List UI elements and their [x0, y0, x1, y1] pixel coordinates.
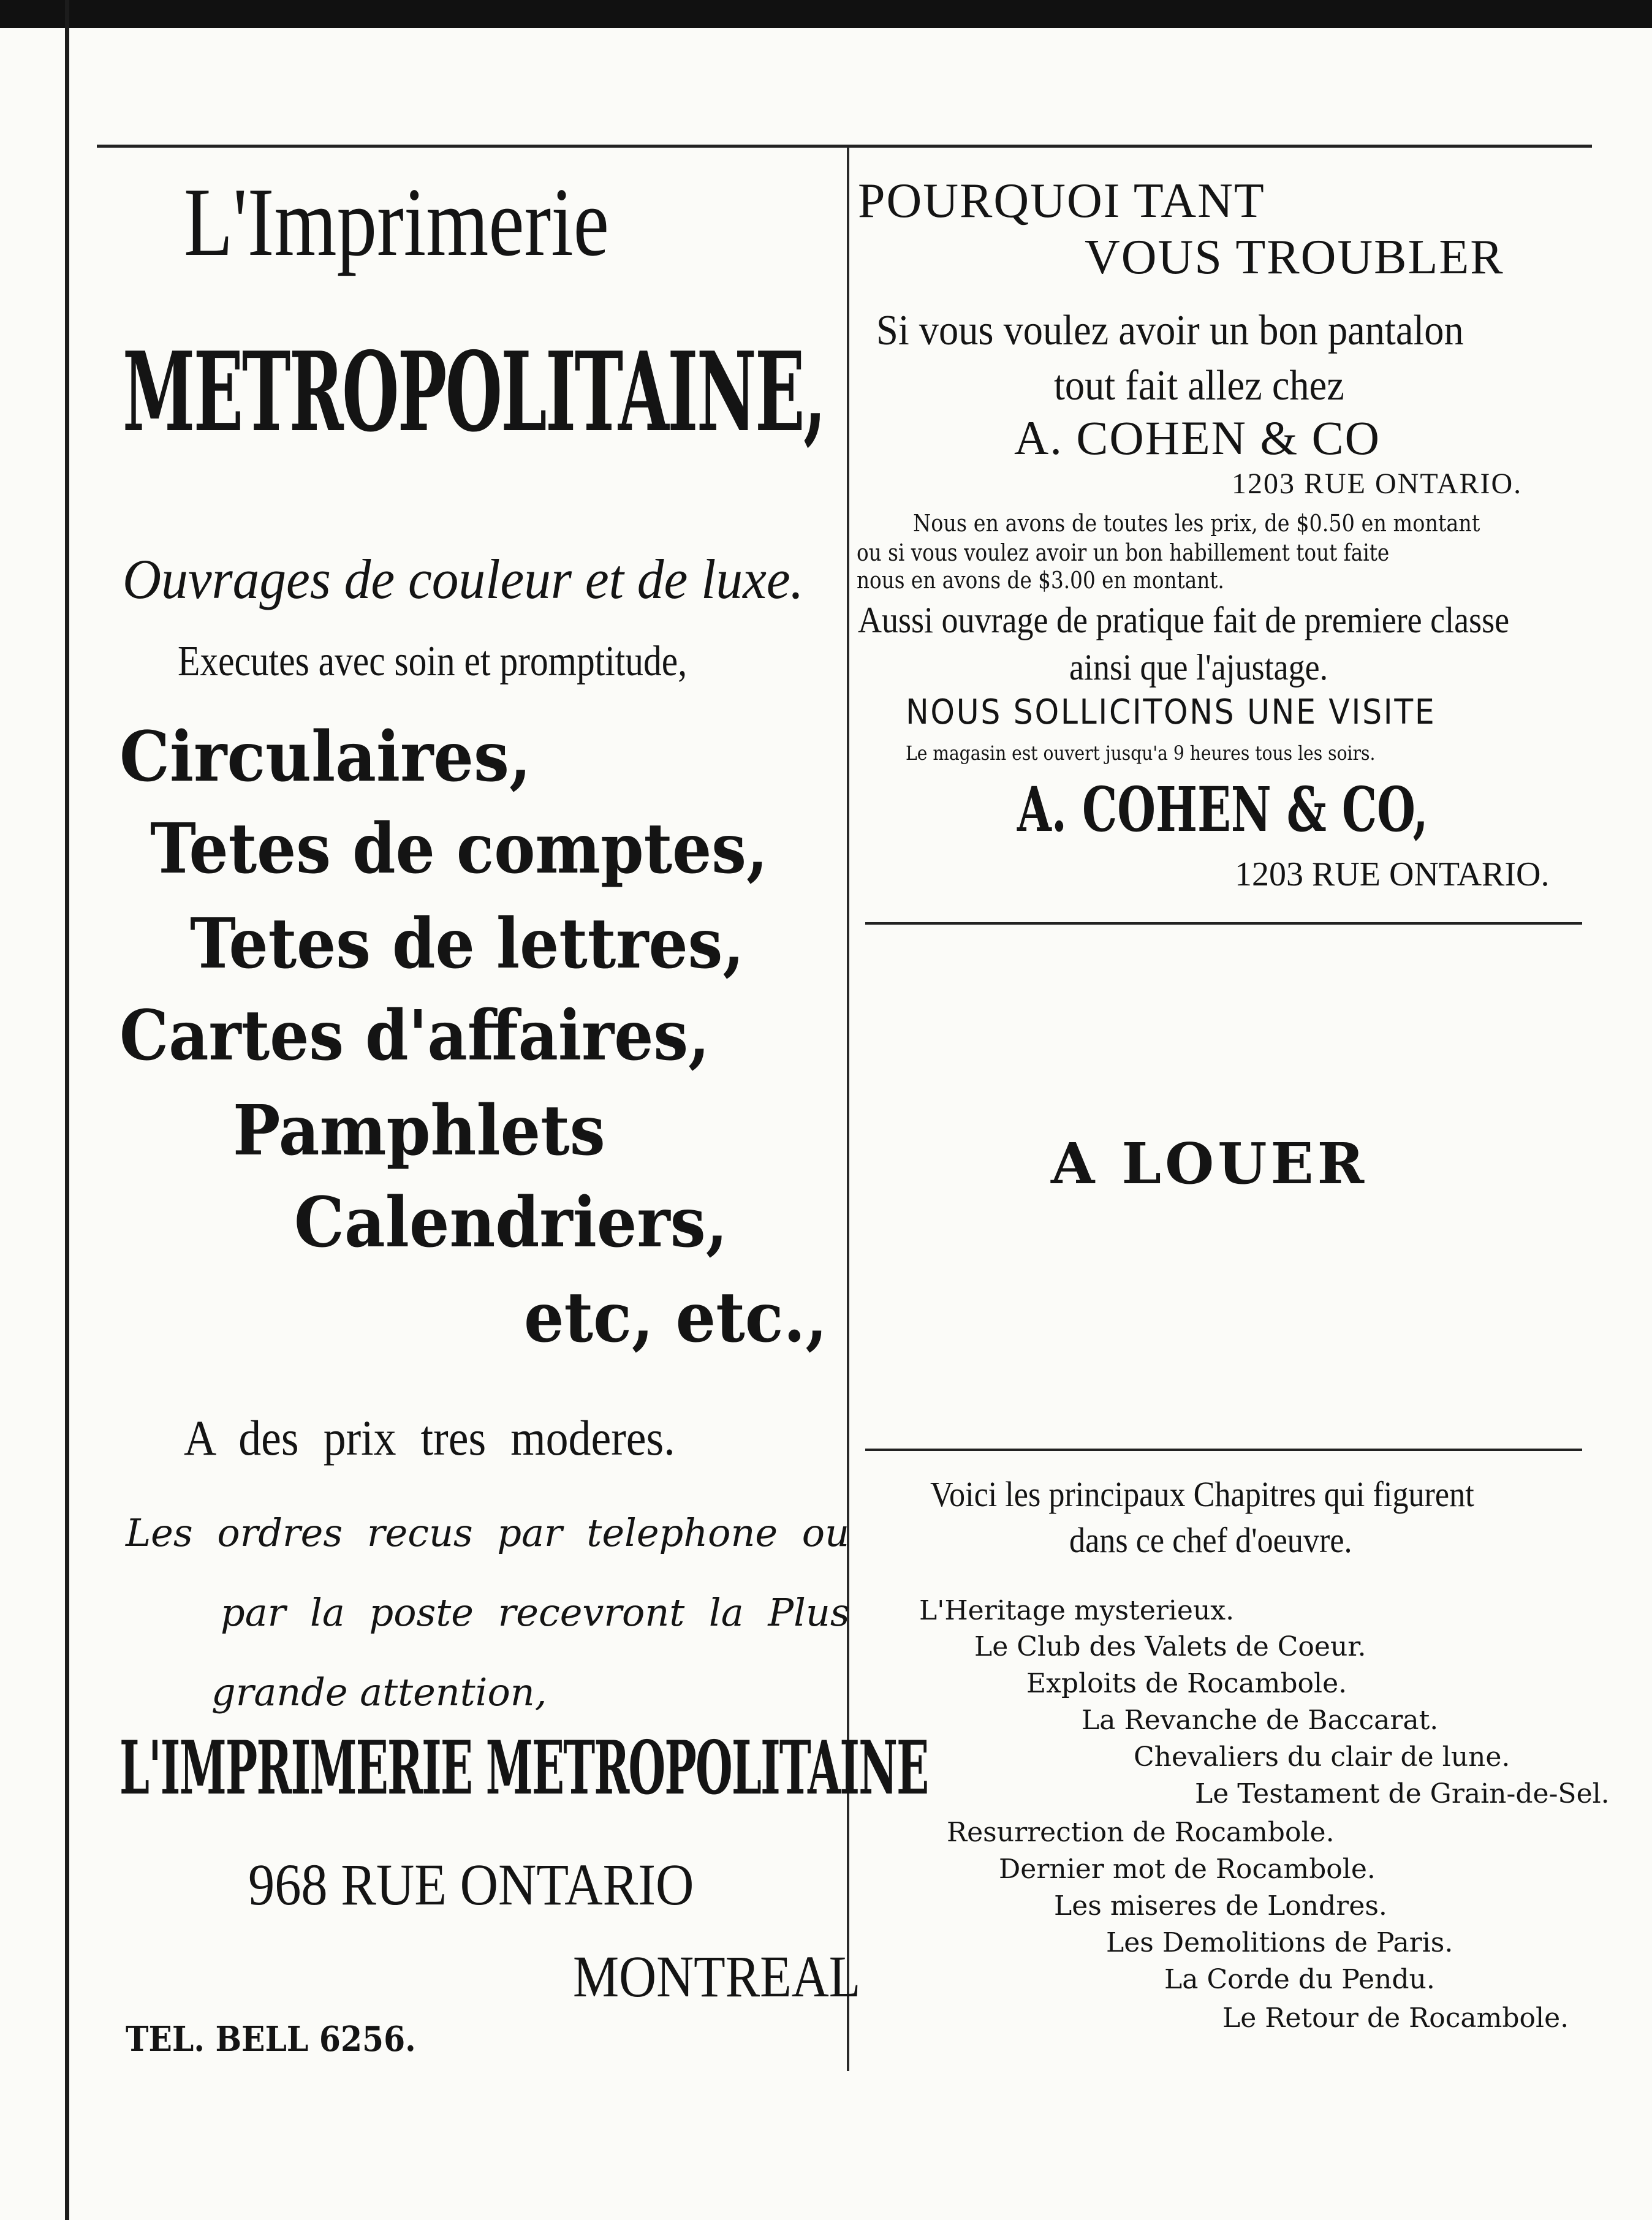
cohen-firm: A. COHEN & CO — [1014, 411, 1381, 464]
cohen-line: Si vous voulez avoir un bon pantalon — [876, 307, 1464, 354]
ad-telephone: TEL. BELL 6256. — [126, 2019, 416, 2059]
rent-heading: A LOUER — [1051, 1131, 1368, 1197]
header-rule — [97, 145, 1592, 148]
ad-price-note: A des prix tres moderes. — [184, 1410, 675, 1466]
service-item: Tetes de comptes, — [150, 809, 768, 889]
cohen-line: ainsi que l'ajustage. — [1069, 647, 1328, 688]
service-item: Circulaires, — [119, 717, 531, 797]
ad-city: MONTREAL — [573, 1944, 861, 2009]
service-item: Calendriers, — [294, 1183, 728, 1263]
cohen-line: tout fait allez chez — [1054, 362, 1344, 409]
service-item: Tetes de lettres, — [190, 904, 745, 984]
ad-company-name: METROPOLITAINE, — [123, 328, 825, 456]
ad-orders-line: grande attention, — [211, 1670, 547, 1714]
ad-address: 968 RUE ONTARIO — [248, 1852, 694, 1917]
cohen-hours: Le magasin est ouvert jusqu'a 9 heures tous les soirs. — [906, 741, 1376, 765]
ad-orders-line: par la poste recevront la Plus — [221, 1590, 850, 1635]
ad-footer-company: L'IMPRIMERIE METROPOLITAINE — [119, 1725, 928, 1811]
left-margin-rule — [65, 0, 69, 2220]
cohen-headline-2: VOUS TROUBLER — [1085, 230, 1504, 284]
cohen-line: Aussi ouvrage de pratique fait de premiere classe — [858, 600, 1510, 640]
ad-subtitle: Ouvrages de couleur et de luxe. — [123, 548, 804, 610]
ad-execution-note: Executes avec soin et promptitude, — [178, 638, 688, 685]
cohen-address-2: 1203 RUE ONTARIO. — [1235, 855, 1550, 893]
chapter-item: Resurrection de Rocambole. — [947, 1817, 1335, 1848]
cohen-price-line: Nous en avons de toutes les prix, de $0.50 en montant — [913, 510, 1480, 537]
ad-title: L'Imprimerie — [184, 167, 609, 276]
chapter-item: Les Demolitions de Paris. — [1106, 1927, 1453, 1958]
rent-bottom-rule — [865, 1449, 1582, 1451]
service-item: etc, etc., — [524, 1278, 828, 1358]
chapters-intro: dans ce chef d'oeuvre. — [1069, 1520, 1352, 1560]
ad-orders-line: Les ordres recus par telephone ou — [126, 1510, 850, 1555]
service-item: Cartes d'affaires, — [119, 996, 710, 1076]
cohen-address: 1203 RUE ONTARIO. — [1232, 468, 1523, 500]
chapter-item: Le Retour de Rocambole. — [1222, 2002, 1569, 2034]
chapters-intro: Voici les principaux Chapitres qui figurent — [930, 1474, 1474, 1514]
chapter-item: Le Club des Valets de Coeur. — [974, 1631, 1366, 1662]
top-border — [0, 0, 1652, 28]
chapter-item: Exploits de Rocambole. — [1026, 1668, 1347, 1699]
cohen-visit: NOUS SOLLICITONS UNE VISITE — [906, 692, 1436, 732]
chapter-item: Les miseres de Londres. — [1054, 1890, 1387, 1922]
chapter-item: La Revanche de Baccarat. — [1082, 1705, 1439, 1736]
cohen-headline-1: POURQUOI TANT — [858, 174, 1265, 228]
chapter-item: La Corde du Pendu. — [1164, 1964, 1435, 1995]
cohen-price-line: ou si vous voulez avoir un bon habillement tout faite — [857, 539, 1390, 566]
cohen-firm-2: A. COHEN & CO, — [1017, 773, 1428, 846]
chapter-item: Le Testament de Grain-de-Sel. — [1195, 1778, 1610, 1809]
service-item: Pamphlets — [233, 1091, 605, 1171]
cohen-bottom-rule — [865, 922, 1582, 925]
chapter-item: L'Heritage mysterieux. — [919, 1595, 1235, 1626]
chapter-item: Chevaliers du clair de lune. — [1134, 1741, 1510, 1773]
cohen-price-line: nous en avons de $3.00 en montant. — [857, 567, 1224, 594]
chapter-item: Dernier mot de Rocambole. — [999, 1854, 1376, 1885]
